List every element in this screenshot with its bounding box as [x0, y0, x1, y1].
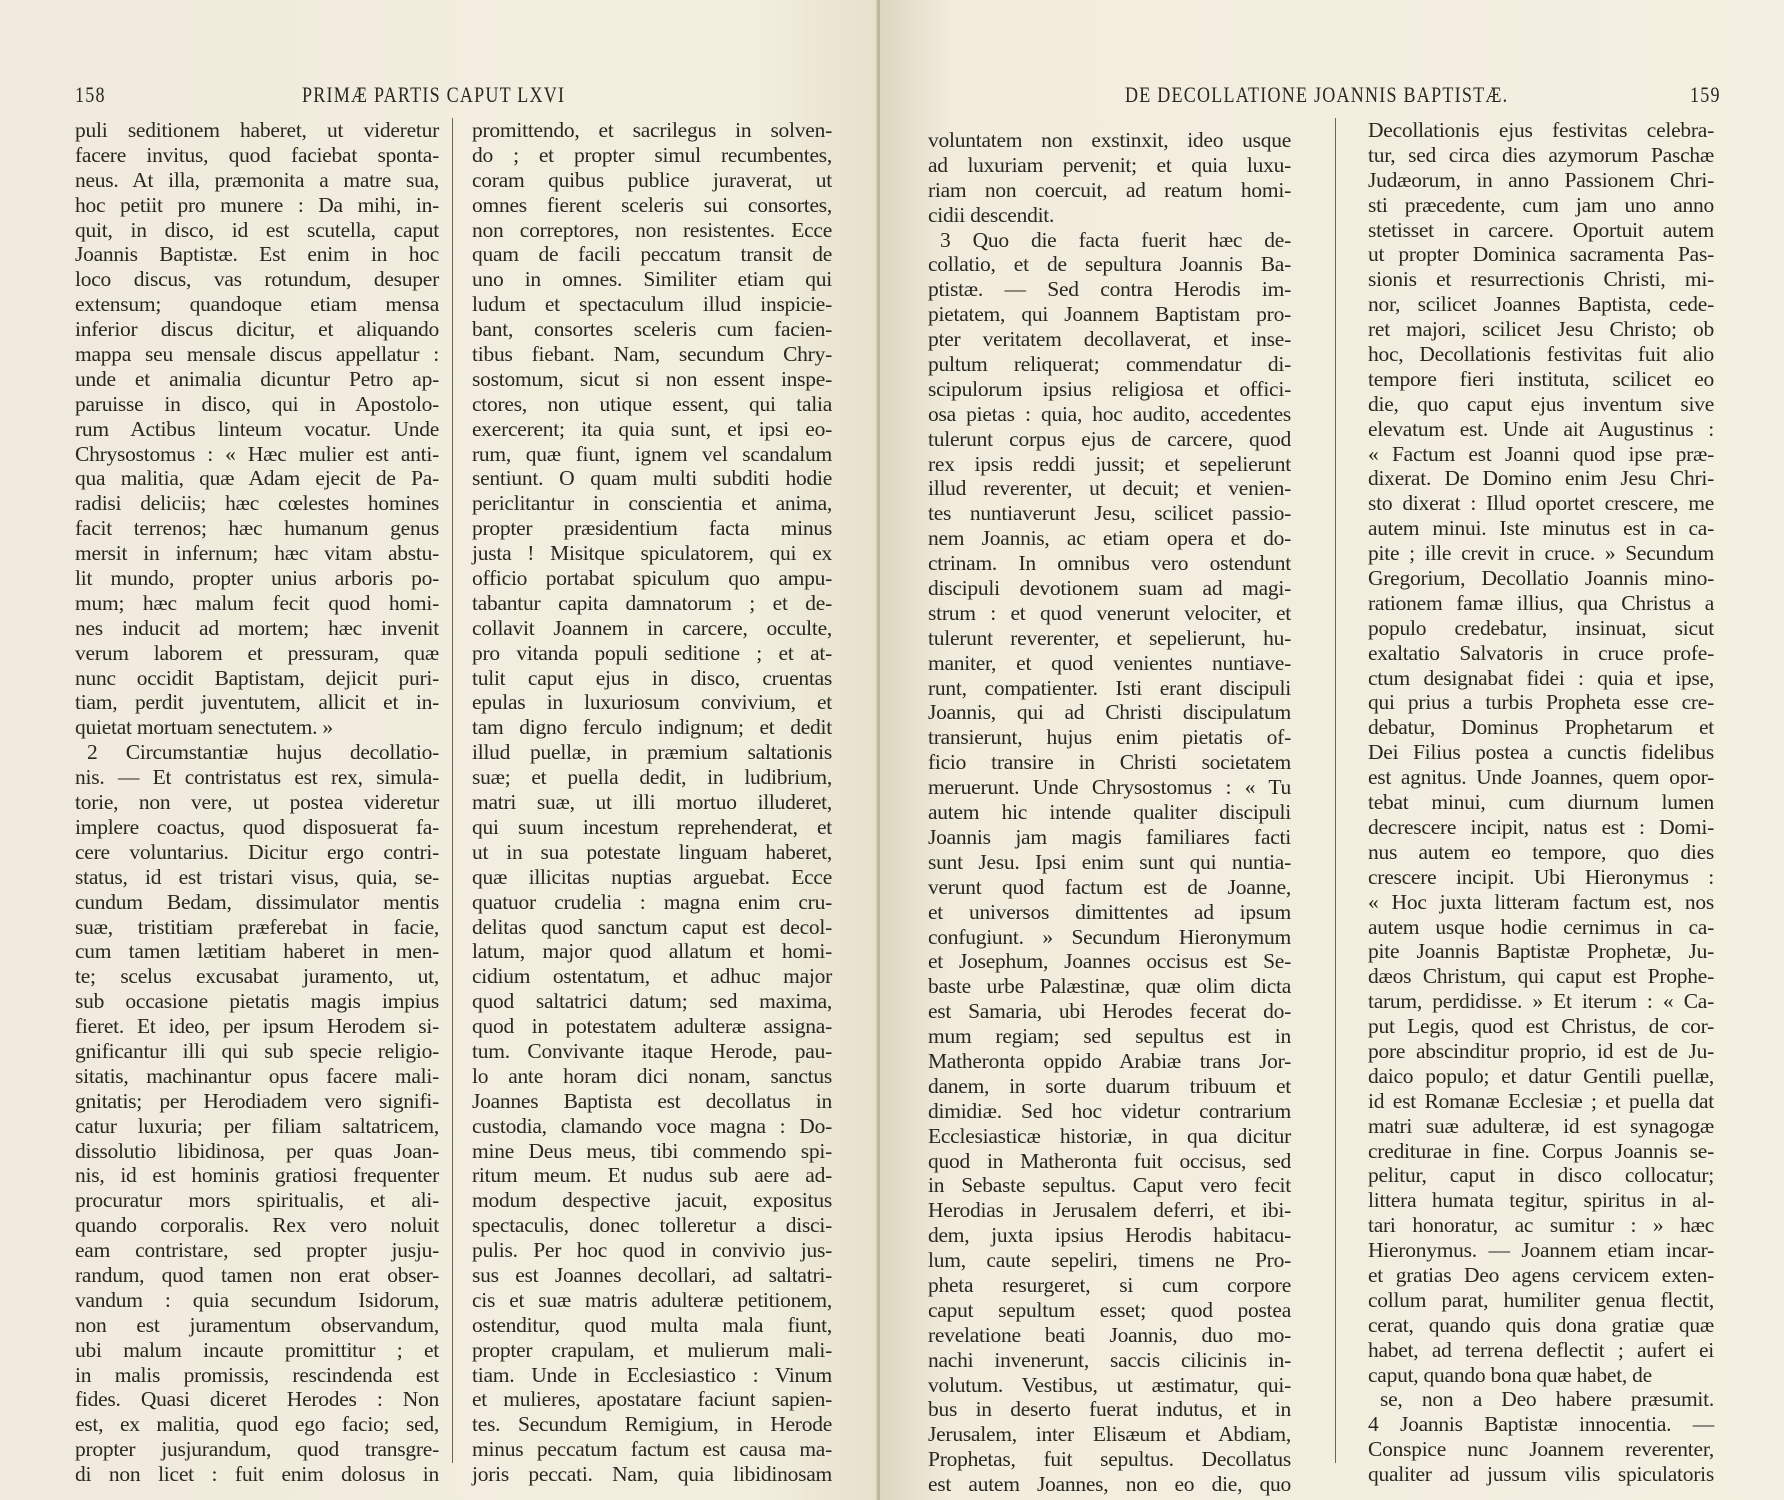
text-line: fides. Quasi diceret Herodes : Non	[75, 1387, 439, 1412]
text-line: nunc occidit Baptistam, dejicit puri-	[75, 665, 439, 690]
text-line: justa ! Misitque spiculatorem, qui ex	[472, 541, 832, 566]
text-line: propter præsidentium facta minus	[472, 516, 832, 541]
text-line: meruerunt. Unde Chrysostomus : « Tu	[928, 775, 1291, 800]
text-line: Joannis, qui ad Christi discipulatum	[928, 700, 1291, 725]
text-column	[75, 118, 439, 1487]
text-line: caput sepultum esset; quod postea	[928, 1297, 1291, 1322]
text-line: osa pietas : quia, hoc audito, accedentes	[928, 401, 1291, 426]
text-line: torie, non vere, ut postea videretur	[75, 790, 439, 815]
text-line: modum despective jacuit, expositus	[472, 1188, 832, 1213]
text-line: uno in omnes. Similiter etiam qui	[472, 267, 832, 292]
text-line: collavit Joannem in carcere, occulte,	[472, 615, 832, 640]
text-line: Decollationis ejus festivitas celebra-	[1368, 118, 1714, 142]
text-line: quit, in disco, id est scutella, caput	[75, 217, 439, 242]
text-line: Conspice nunc Joannem reverenter,	[1368, 1437, 1714, 1462]
text-line: tam digno ferculo indignum; et dedit	[472, 715, 832, 740]
text-line: status, id est tristari visus, quia, se-	[75, 864, 439, 889]
text-line: rex ipsis reddi jussit; et sepelierunt	[928, 451, 1291, 476]
text-line: Hieronymus. — Joannem etiam incar-	[1368, 1238, 1714, 1263]
right-page	[880, 0, 1784, 1500]
text-line: strum : et quod venerunt velociter, et	[928, 600, 1291, 625]
text-line: tiam, perdit juventutem, allicit et in-	[75, 690, 439, 715]
text-line: stetisset in carcere. Oportuit autem	[1368, 217, 1714, 242]
text-line: Prophetas, fuit sepultus. Decollatus	[928, 1447, 1291, 1472]
text-line: gnificantur illi qui sub specie religio-	[75, 1038, 439, 1063]
running-head: PRIMÆ PARTIS CAPUT LXVI	[302, 82, 566, 107]
text-line: Matheronta oppido Arabiæ trans Jor-	[928, 1048, 1291, 1073]
text-line: et gratias Deo agens cervicem exten-	[1368, 1262, 1714, 1287]
text-line: cidii descendit.	[928, 202, 1055, 227]
text-line: put Legis, quod est Christus, de cor-	[1368, 1014, 1714, 1039]
text-line: dem, juxta ipsius Herodis habitacu-	[928, 1223, 1291, 1248]
text-line: eam contristare, sed propter jusju-	[75, 1238, 439, 1263]
text-line: autem minui. Iste minutus est in ca-	[1368, 516, 1714, 541]
text-line: radisi deliciis; hæc cœlestes homines	[75, 491, 439, 516]
text-line: debatur, Dominus Prophetarum et	[1368, 715, 1714, 740]
text-line: dissolutio libidinosa, per quas Joan-	[75, 1138, 439, 1163]
text-line: quod in Matheronta fuit occisus, sed	[928, 1148, 1291, 1173]
text-line: se, non a Deo habere præsumit.	[1380, 1387, 1714, 1412]
text-line: Ecclesiasticæ historiæ, in qua dicitur	[928, 1123, 1291, 1148]
text-line: et mulieres, apostatare faciunt sapien-	[472, 1387, 832, 1412]
text-line: ctores, non utique essent, qui talia	[472, 391, 832, 416]
text-line: non est juramentum observandum,	[75, 1312, 439, 1337]
text-line: pite ; ille crevit in cruce. » Secundum	[1368, 541, 1714, 566]
text-line: tulerunt reverenter, et sepelierunt, hu-	[928, 625, 1291, 650]
text-line: omnes fierent sceleris sui consortes,	[472, 192, 832, 217]
text-line: maniter, et quod venientes nuntiave-	[928, 650, 1291, 675]
text-line: quæ illicitas nuptias arguebat. Ecce	[472, 864, 832, 889]
text-line: Herodias in Jerusalem deferri, et ibi-	[928, 1198, 1291, 1223]
left-page	[0, 0, 880, 1500]
text-line: quam de facili peccatum transit de	[472, 242, 832, 267]
text-line: ctrinam. In omnibus vero ostendunt	[928, 551, 1291, 576]
text-line: promittendo, et sacrilegus in solven-	[472, 118, 832, 142]
text-line: volutum. Vestibus, ut æstimatur, qui-	[928, 1372, 1291, 1397]
text-line: cidium ostentatum, et adhuc major	[472, 964, 832, 989]
text-line: quatuor crudelia : magna enim cru-	[472, 889, 832, 914]
text-line: illud puellæ, in præmium saltationis	[472, 740, 832, 765]
text-line: vandum : quia secundum Isidorum,	[75, 1287, 439, 1312]
text-line: qualiter ad jussum vilis spiculatoris	[1368, 1462, 1714, 1487]
text-line: qua malitia, quæ Adam ejecit de Pa-	[75, 466, 439, 491]
text-line: caput, quando bona quæ habet, de	[1368, 1362, 1652, 1387]
text-line: spectaculis, donec tolleretur a disci-	[472, 1213, 832, 1238]
text-line: « Hoc juxta litteram factum est, nos	[1368, 889, 1714, 914]
text-line: ritum meum. Et nudus sub aere ad-	[472, 1163, 832, 1188]
text-line: randum, quod tamen non erat obser-	[75, 1262, 439, 1287]
text-line: te; scelus excusabat juramento, ut,	[75, 964, 439, 989]
text-line: neus. At illa, præmonita a matre sua,	[75, 167, 439, 192]
text-line: sionis et resurrectionis Christi, mi-	[1368, 267, 1714, 292]
text-line: pelitur, caput in disco collocatur;	[1368, 1163, 1714, 1188]
text-line: exercerent; ita quia sunt, et ipsi eo-	[472, 416, 832, 441]
text-line: 4 Joannis Baptistæ innocentia. —	[1368, 1412, 1714, 1437]
text-line: rum, quæ fiunt, ignem vel scandalum	[472, 441, 832, 466]
text-line: Dei Filius postea a cunctis fidelibus	[1368, 740, 1714, 765]
column-rule	[452, 118, 453, 1463]
text-line: transierunt, hujus enim pietatis of-	[928, 725, 1291, 750]
text-line: tulerunt corpus ejus de carcere, quod	[928, 426, 1291, 451]
text-column	[928, 128, 1291, 1497]
text-line: fieret. Et ideo, per ipsum Herodem si-	[75, 1014, 439, 1039]
text-line: hoc petiit pro munere : Da mihi, in-	[75, 192, 439, 217]
text-line: populo credebatur, insinuat, sicut	[1368, 615, 1714, 640]
text-line: id est Romanæ Ecclesiæ ; et puella dat	[1368, 1088, 1714, 1113]
text-line: tarum, perdidisse. » Et iterum : « Ca-	[1368, 989, 1714, 1014]
text-line: ret majori, scilicet Jesu Christo; ob	[1368, 317, 1714, 342]
text-line: decrescere incipit, natus est : Domi-	[1368, 814, 1714, 839]
text-line: baste urbe Palæstinæ, quæ olim dicta	[928, 974, 1291, 999]
text-line: tempore fieri instituta, scilicet eo	[1368, 366, 1714, 391]
text-line: nis. — Et contristatus est rex, simula-	[75, 765, 439, 790]
text-line: mappa seu mensale discus appellatur :	[75, 342, 439, 367]
text-line: loco discus, vas rotundum, desuper	[75, 267, 439, 292]
text-line: Joannis Baptistæ. Est enim in hoc	[75, 242, 439, 267]
text-line: bus in deserto fuerat indutus, et in	[928, 1397, 1291, 1422]
text-line: hoc, Decollationis festivitas fuit alio	[1368, 342, 1714, 367]
text-line: quando corporalis. Rex vero noluit	[75, 1213, 439, 1238]
text-line: delitas quod sanctum caput est decol-	[472, 914, 832, 939]
text-line: facere invitus, quod faciebat sponta-	[75, 142, 439, 167]
text-line: coram quibus publice juraverat, ut	[472, 167, 832, 192]
text-line: pheta resurgeret, si cum corpore	[928, 1272, 1291, 1297]
text-line: tum. Convivante itaque Herode, pau-	[472, 1038, 832, 1063]
text-line: sub occasione pietatis magis impius	[75, 989, 439, 1014]
text-line: mersit in infernum; hæc vitam abstu-	[75, 541, 439, 566]
running-head: DE DECOLLATIONE JOANNIS BAPTISTÆ.	[1125, 82, 1509, 107]
text-line: die, quo caput ejus inventum sive	[1368, 391, 1714, 416]
text-line: collatio, et de sepultura Joannis Ba-	[928, 252, 1291, 277]
text-line: scipulorum ipsius religiosa et offici-	[928, 376, 1291, 401]
text-line: dixerat. De Domino enim Jesu Chri-	[1368, 466, 1714, 491]
text-line: et Josephum, Joannes occisus est Se-	[928, 949, 1291, 974]
page-number: 159	[1690, 82, 1721, 107]
text-line: verum laborem et pressuram, quæ	[75, 640, 439, 665]
text-line: suæ; et puella dedit, in ludibrium,	[472, 765, 832, 790]
text-line: tes. Secundum Remigium, in Herode	[472, 1412, 832, 1437]
text-line: daico populo; et datur Gentili puellæ,	[1368, 1063, 1714, 1088]
text-line: pro vitanda populi seditione ; et at-	[472, 640, 832, 665]
text-line: est agnitus. Unde Joannes, quem opor-	[1368, 765, 1714, 790]
text-line: ludum et spectaculum illud inspicie-	[472, 292, 832, 317]
text-line: Joannis jam magis familiares facti	[928, 824, 1291, 849]
text-line: tiam. Unde in Ecclesiastico : Vinum	[472, 1362, 832, 1387]
text-line: pore abscinditur proprio, id est de Ju-	[1368, 1038, 1714, 1063]
text-line: non correptores, non resistentes. Ecce	[472, 217, 832, 242]
page-number: 158	[75, 82, 106, 107]
text-line: gnitatis; per Herodiadem vero signifi-	[75, 1088, 439, 1113]
text-line: littera humata tegitur, spiritus in al-	[1368, 1188, 1714, 1213]
text-line: cum tamen lætitiam haberet in men-	[75, 939, 439, 964]
text-line: Judæorum, in anno Passionem Chri-	[1368, 167, 1714, 192]
text-line: pultum reliquerat; commendatur di-	[928, 352, 1291, 377]
text-line: verunt quod factum est de Joanne,	[928, 874, 1291, 899]
text-line: quod saltatrici datum; sed maxima,	[472, 989, 832, 1014]
text-line: collum parat, humiliter genua flectit,	[1368, 1287, 1714, 1312]
text-line: riam non coercuit, ad reatum homi-	[928, 177, 1291, 202]
text-line: periclitantur in conscientia et anima,	[472, 491, 832, 516]
text-line: cis et suæ matris adulteræ petitionem,	[472, 1287, 832, 1312]
text-line: rationem famæ illius, qua Christus a	[1368, 590, 1714, 615]
text-column	[472, 118, 832, 1487]
text-line: nis, id est hominis gratiosi frequenter	[75, 1163, 439, 1188]
text-line: matri suæ, ut illi mortuo illuderet,	[472, 790, 832, 815]
text-line: est autem Joannes, non eo die, quo	[928, 1472, 1291, 1497]
text-line: Joannes Baptista est decollatus in	[472, 1088, 832, 1113]
text-line: joris peccati. Nam, quia libidinosam	[472, 1462, 832, 1487]
text-line: minus peccatum factum est causa ma-	[472, 1437, 832, 1462]
text-line: nor, scilicet Joannes Baptista, cede-	[1368, 292, 1714, 317]
text-line: pter veritatem decollaverat, et inse-	[928, 327, 1291, 352]
text-line: tes nuntiaverunt Jesu, scilicet passio-	[928, 501, 1291, 526]
text-line: est, ex malitia, quod ego facio; sed,	[75, 1412, 439, 1437]
text-line: nus autem eo tempore, quo dies	[1368, 839, 1714, 864]
text-line: dimidiæ. Sed hoc videtur contrarium	[928, 1098, 1291, 1123]
text-line: crescere incipit. Ubi Hieronymus :	[1368, 864, 1714, 889]
text-line: quietat mortuam senectutem. »	[75, 715, 333, 740]
text-line: exaltatio Salvatoris in cruce profe-	[1368, 640, 1714, 665]
text-line: do ; et propter simul recumbentes,	[472, 142, 832, 167]
text-line: pulis. Per hoc quod in convivio jus-	[472, 1238, 832, 1263]
text-line: latum, major quod allatum et homi-	[472, 939, 832, 964]
text-line: ut propter Dominica sacramenta Pas-	[1368, 242, 1714, 267]
text-line: 2 Circumstantiæ hujus decollatio-	[87, 740, 439, 765]
text-line: nes inducit ad mortem; hæc invenit	[75, 615, 439, 640]
text-line: cere voluntarius. Dicitur ergo contri-	[75, 839, 439, 864]
text-line: cerat, quando quis dona gratiæ quæ	[1368, 1312, 1714, 1337]
text-line: qui prius a turbis Propheta esse cre-	[1368, 690, 1714, 715]
text-line: ctum designabat fidei : quia et ipse,	[1368, 665, 1714, 690]
text-line: ad luxuriam pervenit; et quia luxu-	[928, 152, 1291, 177]
column-rule	[1335, 118, 1336, 1463]
text-line: di non licet : fuit enim dolosus in	[75, 1462, 439, 1487]
text-line: suæ, tristitiam præferebat in facie,	[75, 914, 439, 939]
text-line: pietatem, qui Joannem Baptistam pro-	[928, 302, 1291, 327]
text-line: quod in potestatem adulteræ assigna-	[472, 1014, 832, 1039]
text-line: « Factum est Joanni quod ipse præ-	[1368, 441, 1714, 466]
text-line: unde et animalia dicuntur Petro ap-	[75, 366, 439, 391]
text-line: rum Actibus linteum vocatur. Unde	[75, 416, 439, 441]
text-line: extensum; quandoque etiam mensa	[75, 292, 439, 317]
text-line: procuratur mors spiritualis, et ali-	[75, 1188, 439, 1213]
text-line: elevatum est. Unde ait Augustinus :	[1368, 416, 1714, 441]
text-line: sostomum, sicut si non essent inspe-	[472, 366, 832, 391]
text-line: Gregorium, Decollatio Joannis mino-	[1368, 566, 1714, 591]
text-line: propter crapulam, et mulierum mali-	[472, 1337, 832, 1362]
text-line: sitatis, machinantur opus facere mali-	[75, 1063, 439, 1088]
text-line: 3 Quo die facta fuerit hæc de-	[940, 227, 1291, 252]
text-line: habet, ad terrena deflectit ; aufert ei	[1368, 1337, 1714, 1362]
text-line: mum; hæc malum fecit quod homi-	[75, 590, 439, 615]
text-line: danem, in sorte duarum tribuum et	[928, 1073, 1291, 1098]
text-line: cundum Bedam, dissimulator mentis	[75, 889, 439, 914]
text-line: lum, caute sepeliri, timens ne Pro-	[928, 1248, 1291, 1273]
text-line: crediturae in fine. Corpus Joannis se-	[1368, 1138, 1714, 1163]
text-line: mine Deus meus, tibi commendo spi-	[472, 1138, 832, 1163]
text-line: nem Joannis, ac etiam opera et do-	[928, 526, 1291, 551]
text-line: pite Joannis Baptistæ Prophetæ, Ju-	[1368, 939, 1714, 964]
text-line: lo ante horam dici nonam, sanctus	[472, 1063, 832, 1088]
text-line: runt, compatienter. Isti erant discipuli	[928, 675, 1291, 700]
text-line: catur luxuria; per filiam saltatricem,	[75, 1113, 439, 1138]
text-line: paruisse in disco, qui in Apostolo-	[75, 391, 439, 416]
text-column	[1368, 118, 1714, 1487]
text-line: puli seditionem haberet, ut videretur	[75, 118, 439, 142]
text-line: Chrysostomus : « Hæc mulier est anti-	[75, 441, 439, 466]
text-line: inferior discus dicitur, et aliquando	[75, 317, 439, 342]
text-line: sentiunt. O quam multi subditi hodie	[472, 466, 832, 491]
text-line: tulit caput ejus in disco, cruentas	[472, 665, 832, 690]
text-line: ubi malum incaute promittitur ; et	[75, 1337, 439, 1362]
text-line: et universos dimittentes ad ipsum	[928, 899, 1291, 924]
text-line: ut in sua potestate linguam haberet,	[472, 839, 832, 864]
text-line: epulas in luxuriosum convivium, et	[472, 690, 832, 715]
text-line: dæos Christum, qui caput est Prophe-	[1368, 964, 1714, 989]
text-line: illud reverenter, ut decuit; et venien-	[928, 476, 1291, 501]
text-line: autem hic intende qualiter discipuli	[928, 800, 1291, 825]
text-line: qui suum incestum reprehenderat, et	[472, 814, 832, 839]
text-line: discipuli devotionem suam ad magi-	[928, 576, 1291, 601]
text-line: autem usque hodie cernimus in ca-	[1368, 914, 1714, 939]
text-line: ficio transire in Christi societatem	[928, 750, 1291, 775]
text-line: sti præcedente, cum jam uno anno	[1368, 192, 1714, 217]
text-line: tebat minui, cum diurnum lumen	[1368, 790, 1714, 815]
text-line: lit mundo, propter unius arboris po-	[75, 566, 439, 591]
text-line: ostenditur, quod multa mala fiunt,	[472, 1312, 832, 1337]
text-line: ptistæ. — Sed contra Herodis im-	[928, 277, 1291, 302]
text-line: tari honoratur, ac sumitur : » hæc	[1368, 1213, 1714, 1238]
text-line: sto dixerat : Illud oportet crescere, me	[1368, 491, 1714, 516]
text-line: in Sebaste sepultus. Caput vero fecit	[928, 1173, 1291, 1198]
text-line: implere coactus, quod disposuerat fa-	[75, 814, 439, 839]
text-line: nachi invenerunt, saccis cilicinis in-	[928, 1347, 1291, 1372]
text-line: est Samaria, ubi Herodes fecerat do-	[928, 999, 1291, 1024]
text-line: tabantur capita damnatorum ; et de-	[472, 590, 832, 615]
text-line: sus est Joannes decollari, ad saltatri-	[472, 1262, 832, 1287]
text-line: tur, sed circa dies azymorum Paschæ	[1368, 142, 1714, 167]
text-line: matri suæ adulteræ, id est synagogæ	[1368, 1113, 1714, 1138]
text-line: revelatione beati Joannis, duo mo-	[928, 1322, 1291, 1347]
text-line: in malis promissis, rescindenda est	[75, 1362, 439, 1387]
text-line: facit terrenos; hæc humanum genus	[75, 516, 439, 541]
text-line: sunt Jesu. Ipsi enim sunt qui nuntia-	[928, 849, 1291, 874]
text-line: Jerusalem, inter Elisæum et Abdiam,	[928, 1422, 1291, 1447]
text-line: propter jusjurandum, quod transgre-	[75, 1437, 439, 1462]
text-line: confugiunt. » Secundum Hieronymum	[928, 924, 1291, 949]
text-line: custodia, clamando voce magna : Do-	[472, 1113, 832, 1138]
text-line: mum regiam; sed sepultus est in	[928, 1024, 1291, 1049]
text-line: voluntatem non exstinxit, ideo usque	[928, 128, 1291, 152]
text-line: tibus fiebant. Nam, secundum Chry-	[472, 342, 832, 367]
text-line: bant, consortes sceleris cum facien-	[472, 317, 832, 342]
text-line: officio portabat spiculum quo ampu-	[472, 566, 832, 591]
